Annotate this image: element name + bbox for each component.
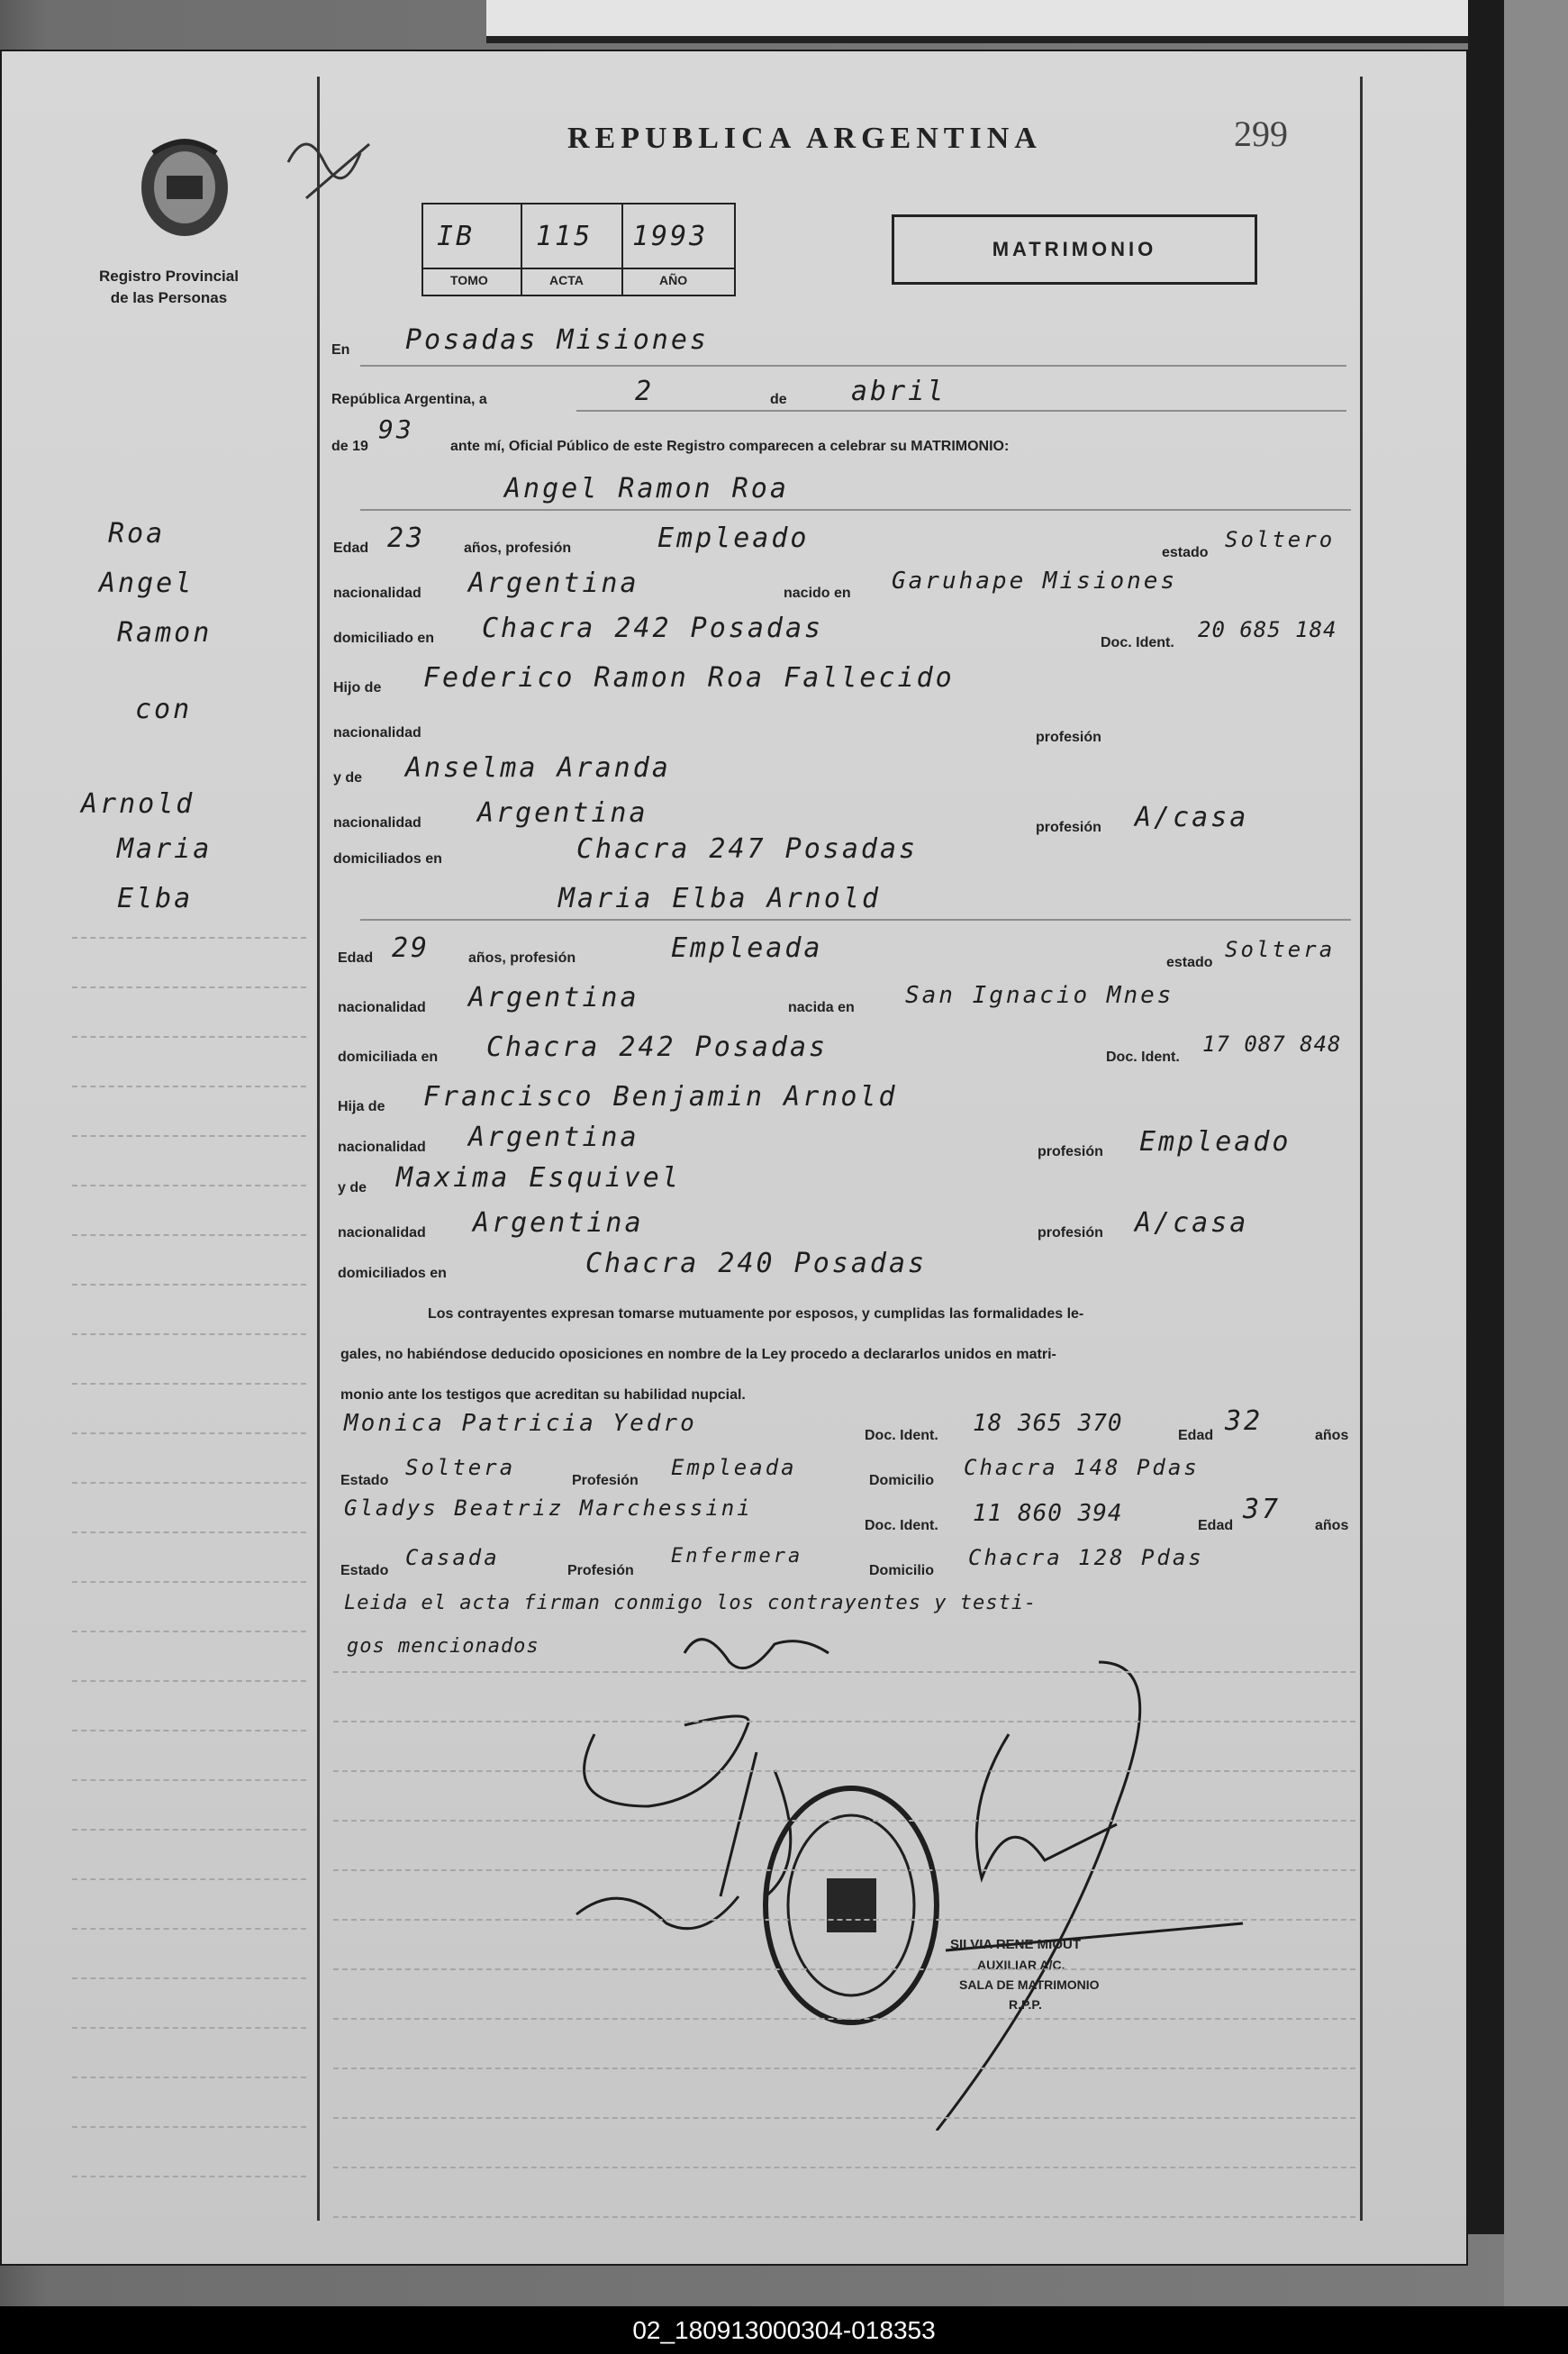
closing-line1: Leida el acta firman conmigo los contrayentes y testi- (344, 1592, 1038, 1614)
witness1-dom: Chacra 148 Pdas (964, 1455, 1200, 1480)
officer-office: SALA DE MATRIMONIO (959, 1977, 1100, 1992)
bride-edad: 29 (392, 932, 431, 964)
act-type-box (892, 214, 1257, 285)
bride-name-line (360, 919, 1351, 921)
witness1-prof: Empleada (671, 1455, 797, 1480)
groom-madre-nac-label: nacionalidad (333, 815, 421, 831)
month-value: abril (851, 376, 947, 407)
witness1-name: Monica Patricia Yedro (344, 1410, 697, 1437)
register-page (0, 50, 1468, 2266)
groom-padre-nac-label: nacionalidad (333, 725, 421, 741)
bride-padre-nac-label: nacionalidad (338, 1140, 426, 1155)
bride-edad-label: Edad (338, 950, 374, 966)
witness2-prof: Enfermera (671, 1545, 803, 1568)
margin-name2-bride: Elba (117, 883, 194, 914)
margin-name1-bride: Maria (117, 833, 213, 865)
page-number: 299 (1234, 114, 1288, 154)
groom-yde-label: y de (333, 770, 363, 786)
bride-padres-dom: Chacra 240 Posadas (585, 1248, 928, 1279)
bride-estado-label: estado (1166, 955, 1213, 970)
groom-padres-dom: Chacra 247 Posadas (576, 833, 919, 865)
groom-name-line (360, 509, 1351, 511)
witness2-edad: 37 (1243, 1494, 1282, 1525)
groom-madre-nac: Argentina (477, 797, 648, 829)
witness1-doc-label: Doc. Ident. (865, 1428, 938, 1443)
witness1-prof-label: Profesión (572, 1473, 639, 1488)
record-id-box (421, 203, 736, 296)
declaration-line3: monio ante los testigos que acreditan su habilidad nupcial. (340, 1387, 746, 1403)
year-prefix: de 19 (331, 439, 368, 454)
groom-nacido: Garuhape Misiones (892, 568, 1178, 595)
acta-value: 115 (536, 221, 594, 252)
bride-hija-label: Hija de (338, 1099, 385, 1114)
tomo-label: TOMO (450, 273, 488, 287)
declaration-line2: gales, no habiéndose deducido oposiciones en nombre de la Ley procedo a declararlos unidos en matri- (340, 1347, 1056, 1362)
bride-madre-prof-label: profesión (1038, 1225, 1103, 1241)
coat-of-arms-icon (135, 135, 234, 243)
de-label: de (770, 392, 787, 407)
groom-nac-label: nacionalidad (333, 586, 421, 601)
bride-nacionalidad: Argentina (468, 982, 639, 1013)
image-caption: 02_180913000304-018353 (0, 2306, 1568, 2354)
witness2-edad-label: Edad (1198, 1518, 1234, 1533)
groom-hijo-label: Hijo de (333, 680, 382, 695)
bride-padre-nac: Argentina (468, 1122, 639, 1153)
groom-padre-prof-label: profesión (1036, 730, 1101, 745)
bride-name: Maria Elba Arnold (558, 883, 882, 914)
date-line (576, 410, 1346, 412)
groom-dom-label: domiciliado en (333, 631, 435, 646)
bride-madre-nac: Argentina (473, 1207, 644, 1239)
bride-nacida: San Ignacio Mnes (905, 982, 1174, 1009)
bride-dom-label: domiciliada en (338, 1050, 439, 1065)
witness1-estado-label: Estado (340, 1473, 389, 1488)
bride-doc-label: Doc. Ident. (1106, 1050, 1180, 1065)
book-binding (1468, 0, 1504, 2234)
witness1-edad: 32 (1225, 1405, 1264, 1437)
bride-padre-prof-label: profesión (1038, 1144, 1103, 1159)
bride-nac-label: nacionalidad (338, 1000, 426, 1015)
groom-doc-label: Doc. Ident. (1101, 635, 1174, 650)
officer-role: AUXILIAR A/C. (977, 1958, 1065, 1972)
witness2-anos: años (1315, 1518, 1349, 1533)
day-value: 2 (635, 376, 655, 407)
witness1-anos: años (1315, 1428, 1349, 1443)
margin-line (317, 77, 320, 2221)
declaration-line1: Los contrayentes expresan tomarse mutuamente por esposos, y cumplidas las formalidades le- (428, 1306, 1084, 1322)
groom-doms-label: domiciliados en (333, 851, 442, 867)
groom-profesion: Empleado (657, 523, 810, 554)
place-value: Posadas Misiones (405, 324, 709, 356)
groom-estado-label: estado (1162, 545, 1209, 560)
margin-name2-groom: Ramon (117, 617, 213, 649)
en-label: En (331, 342, 350, 358)
bride-madre-prof: A/casa (1135, 1207, 1249, 1239)
witness2-estado-label: Estado (340, 1563, 389, 1578)
country-title: REPUBLICA ARGENTINA (567, 122, 1042, 155)
groom-madre-prof-label: profesión (1036, 820, 1101, 835)
registry-name: Registro Provincial de las Personas (99, 268, 239, 306)
bride-madre: Maxima Esquivel (396, 1162, 681, 1194)
bride-estado: Soltera (1225, 937, 1336, 962)
tomo-value: IB (437, 221, 476, 252)
signatures-area (540, 1626, 1261, 2131)
groom-doc: 20 685 184 (1198, 617, 1337, 642)
initials-mark (270, 126, 378, 216)
bride-padre: Francisco Benjamin Arnold (423, 1081, 898, 1113)
groom-domicilio: Chacra 242 Posadas (482, 613, 824, 644)
groom-madre: Anselma Aranda (405, 752, 671, 784)
groom-edad: 23 (387, 523, 426, 554)
bride-padre-prof: Empleado (1139, 1126, 1292, 1158)
act-type: MATRIMONIO (992, 238, 1157, 260)
ano-label: AÑO (659, 273, 688, 287)
margin-surname-groom: Roa (108, 518, 166, 550)
groom-madre-prof: A/casa (1135, 802, 1249, 833)
witness2-dom: Chacra 128 Pdas (968, 1545, 1204, 1570)
witness2-prof-label: Profesión (567, 1563, 634, 1578)
bride-domicilio: Chacra 242 Posadas (486, 1032, 829, 1063)
witness2-doc: 11 860 394 (973, 1500, 1123, 1527)
bride-madre-nac-label: nacionalidad (338, 1225, 426, 1241)
officer-registry: R.P.P. (1009, 1997, 1042, 2012)
officer-name: SILVIA RENE MIOUT (950, 1937, 1082, 1952)
year-value: 93 (378, 414, 414, 444)
witness2-name: Gladys Beatriz Marchessini (344, 1495, 753, 1521)
right-margin-line (1360, 77, 1363, 2221)
witness1-estado: Soltera (405, 1455, 516, 1480)
closing-line2: gos mencionados (347, 1635, 539, 1658)
bride-nacida-label: nacida en (788, 1000, 855, 1015)
intro-text: ante mí, Oficial Público de este Registro comparecen a celebrar su MATRIMONIO: (450, 439, 1010, 454)
signature-scribbles (576, 1640, 1243, 2131)
groom-name: Angel Ramon Roa (504, 473, 789, 504)
witness2-estado: Casada (405, 1545, 500, 1570)
witness2-doc-label: Doc. Ident. (865, 1518, 938, 1533)
witness1-doc: 18 365 370 (973, 1410, 1123, 1437)
official-seal-icon (766, 1788, 937, 2022)
witness1-dom-label: Domicilio (869, 1473, 935, 1488)
margin-surname-bride: Arnold (81, 788, 195, 820)
bride-profesion: Empleada (671, 932, 823, 964)
bride-doc: 17 087 848 (1202, 1032, 1342, 1057)
previous-page-edge (486, 0, 1477, 43)
acta-label: ACTA (549, 273, 584, 287)
groom-padre: Federico Ramon Roa Fallecido (423, 662, 955, 694)
republica-label: República Argentina, a (331, 392, 487, 407)
groom-anos-label: años, profesión (464, 541, 572, 556)
groom-edad-label: Edad (333, 541, 369, 556)
bride-doms-label: domiciliados en (338, 1266, 447, 1281)
bride-yde-label: y de (338, 1180, 367, 1195)
place-line (360, 365, 1346, 367)
scanner-background (1504, 0, 1568, 2306)
margin-name1-groom: Angel (99, 568, 195, 599)
bride-anos-label: años, profesión (468, 950, 576, 966)
groom-nacionalidad: Argentina (468, 568, 639, 599)
groom-estado: Soltero (1225, 527, 1336, 552)
witness1-edad-label: Edad (1178, 1428, 1214, 1443)
ano-value: 1993 (632, 221, 709, 252)
groom-nacido-label: nacido en (784, 586, 851, 601)
margin-con: con (135, 694, 193, 725)
witness2-dom-label: Domicilio (869, 1563, 935, 1578)
